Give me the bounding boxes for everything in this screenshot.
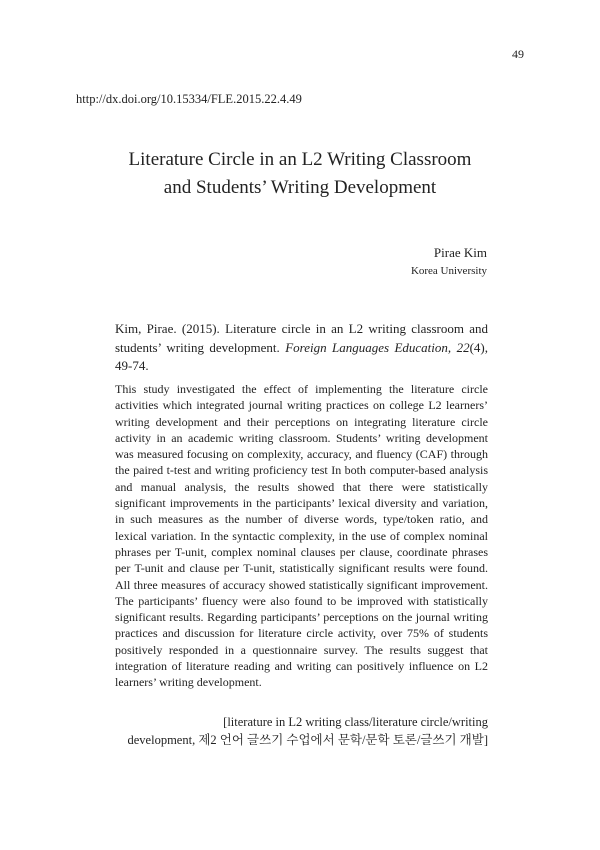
doi-link[interactable]: http://dx.doi.org/10.15334/FLE.2015.22.4.49 bbox=[76, 92, 302, 106]
citation-issue: (4), bbox=[469, 339, 489, 355]
citation-article-title: Literature circle in an L2 writing classroom and students’ writing development. bbox=[115, 321, 488, 355]
paper-title bbox=[60, 146, 540, 202]
citation bbox=[115, 320, 488, 376]
author-block bbox=[411, 243, 487, 281]
citation-pages: 49-74. bbox=[115, 358, 149, 373]
author-affiliation: Korea University bbox=[410, 265, 487, 277]
keywords-line-1: [literature in L2 writing class/literature circle/writing bbox=[223, 715, 488, 729]
citation-journal: Foreign Languages Education, bbox=[285, 339, 452, 355]
citation-volume: 22 bbox=[456, 339, 470, 355]
abstract: This study investigated the effect of implementing the literature circle activities which integrated journal writing practices on college L2 learners’ writing development and their perceptions on integrating literature circle activity in an academic writing classroom. Students’ writing development was measured focusing on complexity, accuracy, and fluency (CAF) through the paired t-test and writing proficiency test In both computer-based analysis and manual analysis, the results showed that there were statistically significant improvements in the participants’ lexical diversity and variation, in such measures as the number of diverse words, type/token ratio, and lexical variation. In the syntactic complexity, in the use of complex nominal phrases per T-unit, complex nominal clauses per clause, coordinate phrases per T-unit and clause per T-unit, statistically significant results were found. All three measures of accuracy showed statistically significant improvement. The participants’ fluency were also found to be improved with statistically significant results. Regarding participants’ perceptions on the journal writing practices and discussion for literature circle activity, over 75% of students positively responded in a questionnaire survey. The results suggest that integration of literature reading and writing can positively influence on L2 learners’ writing development. bbox=[115, 382, 488, 690]
citation-authors-year: Kim, Pirae. (2015). bbox=[115, 321, 220, 336]
paper-title-line-2: and Students’ Writing Development bbox=[163, 177, 437, 198]
author-name: Pirae Kim bbox=[433, 245, 487, 260]
paper-title-line-1: Literature Circle in an L2 Writing Classroom bbox=[128, 149, 472, 170]
keywords-line-2: development, 제2 언어 글쓰기 수업에서 문학/문학 토론/글쓰기 개발] bbox=[127, 732, 488, 747]
keywords bbox=[88, 714, 488, 749]
page-number: 49 bbox=[512, 47, 524, 61]
